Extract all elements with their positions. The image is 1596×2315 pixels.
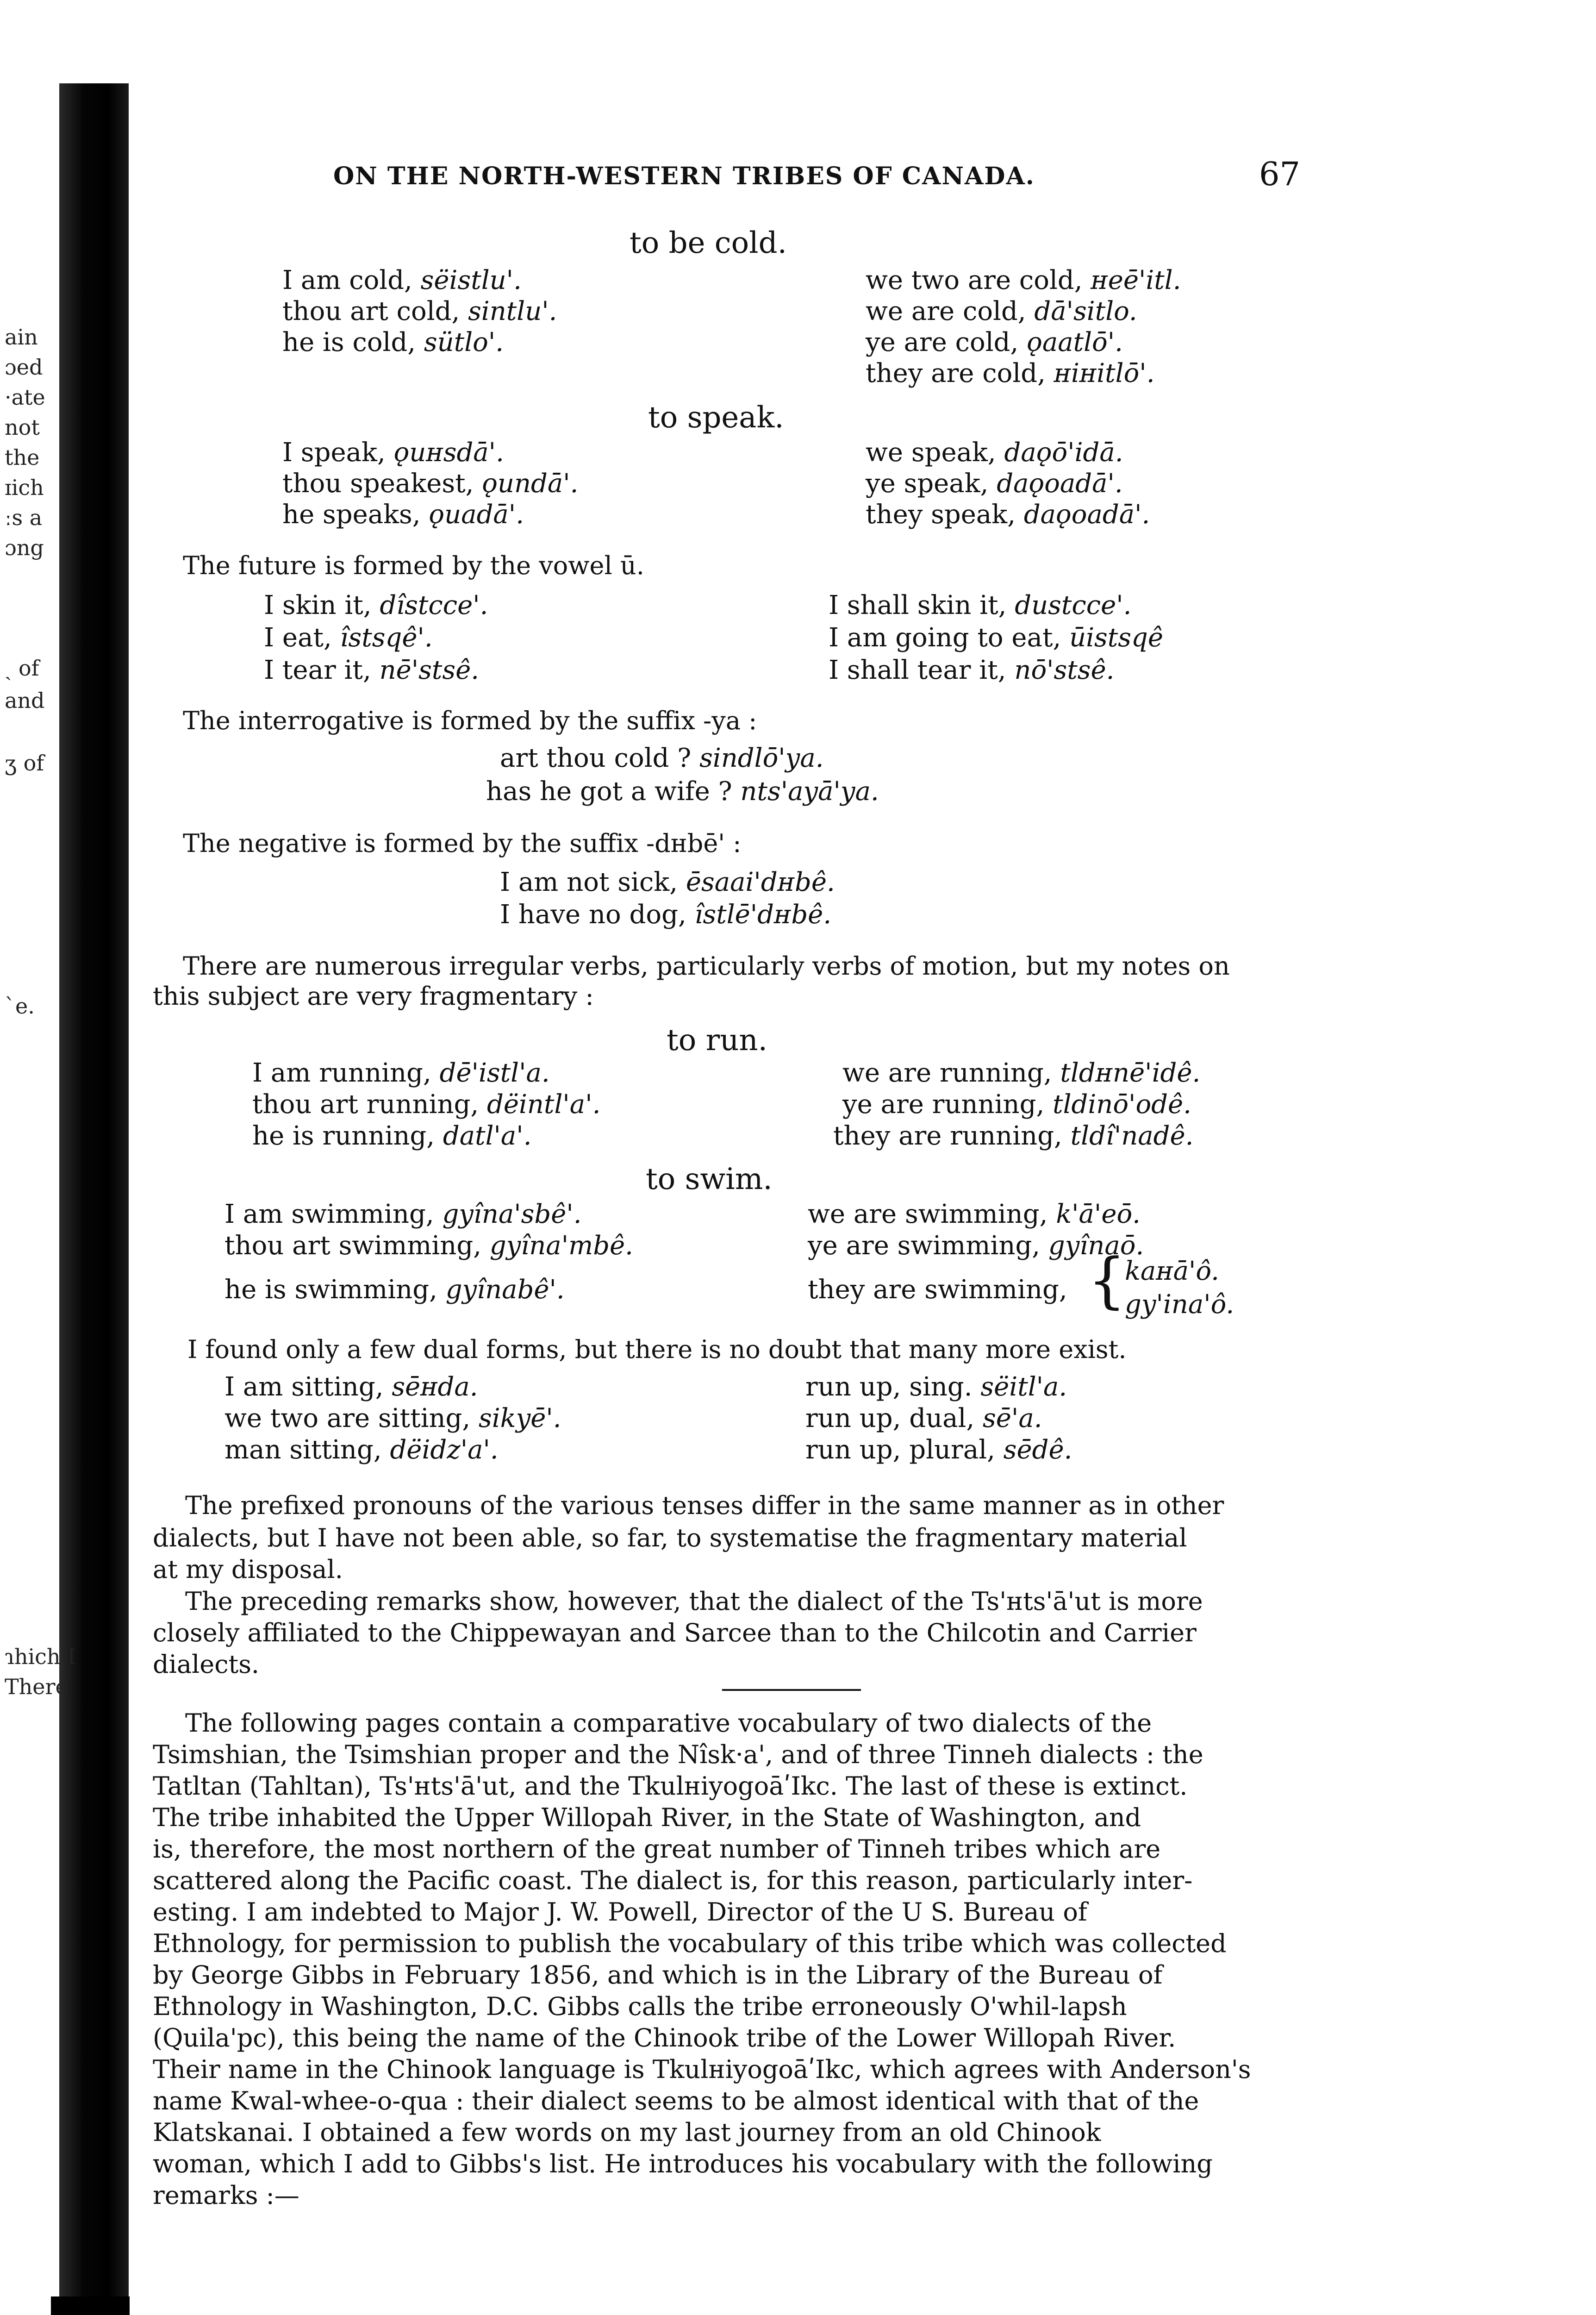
section-title-swim: to swim. xyxy=(646,1162,773,1196)
irregular-intro-line: this subject are very fragmentary : xyxy=(153,982,594,1011)
paragraph-line: Klatskanai. I obtained a few words on my last journey from an old Chinook xyxy=(153,2118,1101,2147)
paradigm-line: thou art cold, sintlu'. xyxy=(282,296,557,326)
paradigm-line: I am swimming, gyîna'sbê'. xyxy=(224,1199,582,1229)
paradigm-line: run up, sing. sëitl'a. xyxy=(805,1372,1067,1402)
paragraph-line: is, therefore, the most northern of the great number of Tinneh tribes which are xyxy=(153,1834,1161,1864)
binding-gutter xyxy=(59,83,129,2315)
paradigm-line: they are running, tldî'nadê. xyxy=(833,1121,1194,1151)
margin-fragment: ʒ of xyxy=(5,751,44,776)
paradigm-line: we two are cold, ʜeē'itl. xyxy=(866,265,1181,295)
binding-gutter-foot xyxy=(51,2296,130,2315)
paradigm-line: he is running, datl'a'. xyxy=(252,1121,532,1151)
margin-fragment: ain xyxy=(5,325,38,350)
example-line: art thou cold ? sindlō'ya. xyxy=(500,743,824,773)
section-title-run: to run. xyxy=(667,1023,767,1057)
paradigm-line: I am cold, sëistlu'. xyxy=(282,265,522,295)
paragraph-line: dialects, but I have not been able, so far, to systematise the fragmentary material xyxy=(153,1523,1187,1552)
paragraph-line: woman, which I add to Gibbs's list. He introduces his vocabulary with the following xyxy=(153,2149,1213,2178)
running-title: ON THE NORTH-WESTERN TRIBES OF CANADA. xyxy=(333,162,1035,190)
paradigm-line: thou speakest, ǫundā'. xyxy=(282,469,579,499)
paragraph-line: Tatltan (Tahltan), Ts'ʜts'ā'ut, and the TkulʜiyogoāʹIkc. The last of these is extinct. xyxy=(153,1771,1188,1801)
section-rule xyxy=(722,1689,861,1691)
future-intro: The future is formed by the vowel ū. xyxy=(183,551,644,580)
paragraph-line: remarks :— xyxy=(153,2181,299,2210)
paragraph-line: dialects. xyxy=(153,1650,260,1679)
paradigm-line: they are swimming, xyxy=(808,1275,1067,1305)
margin-fragment: ɪich xyxy=(5,475,44,500)
paradigm-line: he is swimming, gyînabê'. xyxy=(224,1275,565,1305)
paragraph-line: Ethnology in Washington, D.C. Gibbs calls the tribe erroneously O'whil-lapsh xyxy=(153,1992,1127,2021)
paradigm-line: we speak, daǫō'idā. xyxy=(866,438,1123,468)
negative-intro: The negative is formed by the suffix -dʜbē' : xyxy=(183,829,742,858)
paradigm-line: ye speak, daǫoadā'. xyxy=(866,469,1123,499)
interrogative-intro: The interrogative is formed by the suffix -ya : xyxy=(183,706,757,735)
paradigm-line: ye are swimming, gyînaō. xyxy=(808,1231,1144,1261)
paradigm-line: I shall tear it, nō'stsê. xyxy=(829,655,1115,685)
paradigm-line: we are cold, dā'sitlo. xyxy=(866,296,1137,326)
paragraph-line: name Kwal-whee-o-qua : their dialect seems to be almost identical with that of the xyxy=(153,2086,1199,2115)
margin-fragment: ɔng xyxy=(5,535,44,560)
margin-fragment: ˋe. xyxy=(5,994,35,1019)
margin-fragment: ɿhich I xyxy=(5,1644,76,1669)
dual-intro: I found only a few dual forms, but there is no doubt that many more exist. xyxy=(187,1335,1127,1364)
paradigm-line: I eat, îstsqê'. xyxy=(264,623,433,653)
section-title-be-cold: to be cold. xyxy=(630,226,787,260)
paradigm-line: ye are running, tldinō'odê. xyxy=(842,1089,1191,1120)
paradigm-line: they are cold, ʜiʜitlō'. xyxy=(866,358,1155,388)
example-line: has he got a wife ? nts'ayā'ya. xyxy=(486,776,879,807)
paragraph-line: The tribe inhabited the Upper Willopah River, in the State of Washington, and xyxy=(153,1803,1141,1832)
paradigm-line: I tear it, nē'stsê. xyxy=(264,655,480,685)
paradigm-line: we are swimming, k'ā'eō. xyxy=(808,1199,1141,1229)
paradigm-line: I am sitting, sēʜda. xyxy=(224,1372,478,1402)
paragraph-line: The prefixed pronouns of the various tenses differ in the same manner as in other xyxy=(185,1491,1224,1520)
paradigm-line: I speak, ǫuʜsdā'. xyxy=(282,438,504,468)
paradigm-line: I shall skin it, dustcce'. xyxy=(829,590,1132,620)
paragraph-line: The preceding remarks show, however, that the dialect of the Ts'ʜts'ā'ut is more xyxy=(185,1587,1203,1616)
paradigm-line: thou art swimming, gyîna'mbê. xyxy=(224,1231,633,1261)
paradigm-line: I am running, dē'istl'a. xyxy=(252,1058,550,1088)
margin-fragment: and xyxy=(5,688,45,713)
brace-form: gy'ina'ô. xyxy=(1125,1289,1234,1320)
paradigm-line: he is cold, sütlo'. xyxy=(282,327,504,357)
paradigm-line: ye are cold, ǫaatlō'. xyxy=(866,327,1123,357)
paragraph-line: (Quila'pc), this being the name of the Chinook tribe of the Lower Willopah River. xyxy=(153,2023,1176,2052)
paradigm-line: I am going to eat, ūistsqê xyxy=(829,623,1164,653)
paradigm-line: run up, plural, sēdê. xyxy=(805,1435,1072,1465)
margin-fragment: the xyxy=(5,445,40,470)
margin-fragment: ɔed xyxy=(5,355,43,380)
paradigm-line: he speaks, ǫuadā'. xyxy=(282,500,524,530)
paragraph-line: by George Gibbs in February 1856, and which is in the Library of the Bureau of xyxy=(153,1960,1163,1990)
margin-fragment: ːs a xyxy=(5,505,43,530)
brace-form: kaʜā'ô. xyxy=(1125,1256,1219,1286)
paragraph-line: scattered along the Pacific coast. The dialect is, for this reason, particularly inter- xyxy=(153,1866,1193,1895)
irregular-intro-line: There are numerous irregular verbs, particularly verbs of motion, but my notes on xyxy=(183,951,1230,981)
page-number: 67 xyxy=(1259,155,1301,193)
margin-fragment: There xyxy=(5,1674,68,1699)
paragraph-line: Their name in the Chinook language is TkulʜiyogoāʹIkc, which agrees with Anderson's xyxy=(153,2055,1251,2084)
margin-fragment: ·ate xyxy=(5,385,45,410)
paradigm-line: I skin it, dîstcce'. xyxy=(264,590,488,620)
paragraph-line: closely affiliated to the Chippewayan and Sarcee than to the Chilcotin and Carrier xyxy=(153,1618,1197,1647)
paradigm-line: thou art running, dëintl'a'. xyxy=(252,1089,601,1120)
paradigm-line: man sitting, dëidz'a'. xyxy=(224,1435,499,1465)
example-line: I am not sick, ēsaai'dʜbê. xyxy=(500,867,835,897)
paradigm-line: run up, dual, sē'a. xyxy=(805,1403,1042,1433)
paradigm-line: we are running, tldʜnē'idê. xyxy=(842,1058,1201,1088)
paragraph-line: esting. I am indebted to Major J. W. Powell, Director of the U S. Bureau of xyxy=(153,1897,1087,1927)
margin-fragment: ˏ of xyxy=(5,656,39,681)
paragraph-line: The following pages contain a comparative vocabulary of two dialects of the xyxy=(185,1708,1152,1738)
curly-brace: { xyxy=(1088,1245,1126,1315)
paragraph-line: Tsimshian, the Tsimshian proper and the Nîsk·a', and of three Tinneh dialects : the xyxy=(153,1740,1203,1769)
paragraph-line: at my disposal. xyxy=(153,1555,343,1584)
section-title-speak: to speak. xyxy=(648,400,784,435)
paragraph-line: Ethnology, for permission to publish the vocabulary of this tribe which was collected xyxy=(153,1929,1227,1958)
margin-fragment: not xyxy=(5,415,40,440)
paradigm-line: we two are sitting, sikyē'. xyxy=(224,1403,561,1433)
paradigm-line: they speak, daǫoadā'. xyxy=(866,500,1150,530)
example-line: I have no dog, îstlē'dʜbê. xyxy=(500,900,832,930)
